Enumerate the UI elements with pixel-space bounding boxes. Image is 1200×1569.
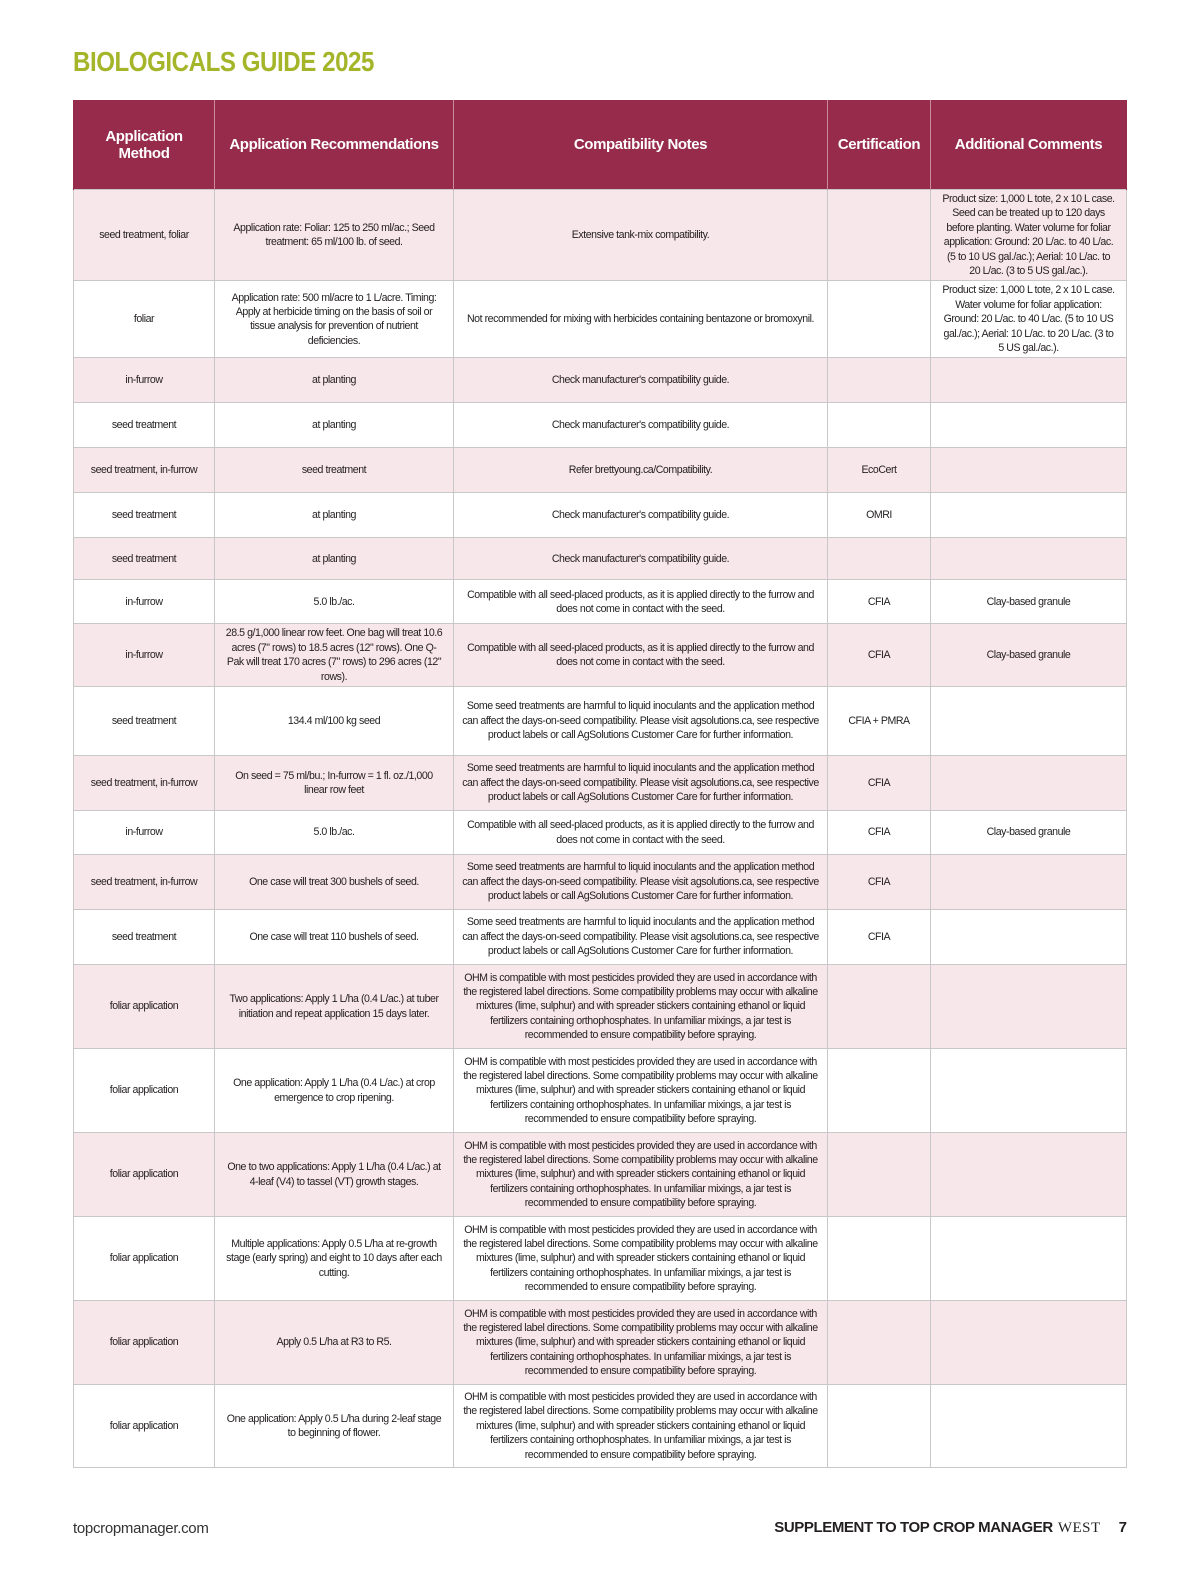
cell-additional-comments xyxy=(931,448,1127,493)
cell-certification xyxy=(828,1049,931,1133)
cell-certification xyxy=(828,538,931,580)
cell-compatibility-notes: OHM is compatible with most pesticides provided they are used in accordance with the registered label directions. Some compatibility problems may occur with alkaline mixtures (lime, sulphur) and with spreader stickers containing ethanol or liquid fertilizers containing orthophosphates. In unfamiliar mixings, a jar test is recommended to ensure compatibility before spraying. xyxy=(454,1049,828,1133)
cell-additional-comments xyxy=(931,1217,1127,1301)
table-row xyxy=(74,855,1127,910)
cell-additional-comments xyxy=(931,1133,1127,1217)
cell-application-recommendation: at planting xyxy=(215,538,454,580)
cell-additional-comments xyxy=(931,965,1127,1049)
cell-application-recommendation: at planting xyxy=(215,358,454,403)
cell-application-recommendation: Multiple applications: Apply 0.5 L/ha at re-growth stage (early spring) and eight to 10 days after each cutting. xyxy=(215,1217,454,1301)
cell-application-method: seed treatment xyxy=(74,538,215,580)
cell-compatibility-notes: Extensive tank-mix compatibility. xyxy=(454,190,828,281)
cell-application-method: in-furrow xyxy=(74,811,215,855)
cell-application-method: in-furrow xyxy=(74,358,215,403)
header-compatibility-notes: Compatibility Notes xyxy=(454,100,828,190)
table-row xyxy=(74,910,1127,965)
cell-additional-comments xyxy=(931,910,1127,965)
table-row xyxy=(74,281,1127,358)
cell-certification xyxy=(828,281,931,358)
cell-application-recommendation: One to two applications: Apply 1 L/ha (0.4 L/ac.) at 4-leaf (V4) to tassel (VT) growth stages. xyxy=(215,1133,454,1217)
cell-application-method: foliar application xyxy=(74,1301,215,1385)
cell-certification xyxy=(828,1385,931,1468)
cell-additional-comments: Clay-based granule xyxy=(931,811,1127,855)
table-row xyxy=(74,1049,1127,1133)
cell-additional-comments: Clay-based granule xyxy=(931,580,1127,624)
cell-certification: CFIA xyxy=(828,855,931,910)
cell-application-recommendation: at planting xyxy=(215,493,454,538)
cell-compatibility-notes: OHM is compatible with most pesticides provided they are used in accordance with the registered label directions. Some compatibility problems may occur with alkaline mixtures (lime, sulphur) and with spreader stickers containing ethanol or liquid fertilizers containing orthophosphates. In unfamiliar mixings, a jar test is recommended to ensure compatibility before spraying. xyxy=(454,1385,828,1468)
cell-additional-comments xyxy=(931,1049,1127,1133)
cell-application-recommendation: One application: Apply 1 L/ha (0.4 L/ac.) at crop emergence to crop ripening. xyxy=(215,1049,454,1133)
cell-compatibility-notes: Some seed treatments are harmful to liquid inoculants and the application method can affect the days-on-seed compatibility. Please visit agsolutions.ca, see respective product labels or call AgSolutions Customer Care for further information. xyxy=(454,910,828,965)
cell-compatibility-notes: Some seed treatments are harmful to liquid inoculants and the application method can affect the days-on-seed compatibility. Please visit agsolutions.ca, see respective product labels or call AgSolutions Customer Care for further information. xyxy=(454,687,828,756)
cell-compatibility-notes: Check manufacturer's compatibility guide. xyxy=(454,403,828,448)
cell-application-method: foliar application xyxy=(74,965,215,1049)
cell-additional-comments xyxy=(931,687,1127,756)
cell-application-method: seed treatment, in-furrow xyxy=(74,855,215,910)
table-row xyxy=(74,580,1127,624)
cell-application-method: seed treatment, in-furrow xyxy=(74,448,215,493)
cell-certification: CFIA xyxy=(828,580,931,624)
cell-compatibility-notes: Check manufacturer's compatibility guide. xyxy=(454,358,828,403)
cell-application-recommendation: Two applications: Apply 1 L/ha (0.4 L/ac.) at tuber initiation and repeat application 15 days later. xyxy=(215,965,454,1049)
table-row xyxy=(74,538,1127,580)
cell-certification: OMRI xyxy=(828,493,931,538)
cell-application-recommendation: 28.5 g/1,000 linear row feet. One bag will treat 10.6 acres (7" rows) to 18.5 acres (12" rows). One Q-Pak will treat 170 acres (7" rows) to 296 acres (12" rows). xyxy=(215,624,454,687)
cell-application-recommendation: at planting xyxy=(215,403,454,448)
footer-supplement-label: SUPPLEMENT TO TOP CROP MANAGER xyxy=(774,1519,1053,1536)
biologicals-table xyxy=(73,100,1127,1468)
table-body xyxy=(74,190,1127,1468)
cell-compatibility-notes: Some seed treatments are harmful to liquid inoculants and the application method can affect the days-on-seed compatibility. Please visit agsolutions.ca, see respective product labels or call AgSolutions Customer Care for further information. xyxy=(454,855,828,910)
cell-compatibility-notes: Not recommended for mixing with herbicides containing bentazone or bromoxynil. xyxy=(454,281,828,358)
table-row xyxy=(74,965,1127,1049)
table-row xyxy=(74,1133,1127,1217)
footer-website: topcropmanager.com xyxy=(73,1520,209,1537)
table-row xyxy=(74,1301,1127,1385)
header-application-recommendations: Application Recommendations xyxy=(215,100,454,190)
cell-application-recommendation: Apply 0.5 L/ha at R3 to R5. xyxy=(215,1301,454,1385)
cell-additional-comments: Product size: 1,000 L tote, 2 x 10 L case. Water volume for foliar application: Ground: 20 L/ac. to 40 L/ac. (5 to 10 US gal./ac.); Aerial: 10 L/ac. to 20 L/ac. (3 to 5 US gal./ac.). xyxy=(931,281,1127,358)
header-additional-comments: Additional Comments xyxy=(931,100,1127,190)
cell-application-method: foliar application xyxy=(74,1133,215,1217)
cell-additional-comments xyxy=(931,493,1127,538)
cell-certification xyxy=(828,965,931,1049)
cell-application-recommendation: One application: Apply 0.5 L/ha during 2-leaf stage to beginning of flower. xyxy=(215,1385,454,1468)
cell-compatibility-notes: Refer brettyoung.ca/Compatibility. xyxy=(454,448,828,493)
cell-additional-comments xyxy=(931,1301,1127,1385)
table-row xyxy=(74,358,1127,403)
cell-additional-comments xyxy=(931,756,1127,811)
cell-compatibility-notes: Compatible with all seed-placed products, as it is applied directly to the furrow and does not come in contact with the seed. xyxy=(454,624,828,687)
cell-certification xyxy=(828,358,931,403)
table-row xyxy=(74,624,1127,687)
cell-application-method: foliar xyxy=(74,281,215,358)
cell-application-recommendation: One case will treat 110 bushels of seed. xyxy=(215,910,454,965)
cell-additional-comments xyxy=(931,855,1127,910)
cell-certification: CFIA xyxy=(828,811,931,855)
cell-compatibility-notes: Compatible with all seed-placed products, as it is applied directly to the furrow and does not come in contact with the seed. xyxy=(454,811,828,855)
cell-certification: CFIA xyxy=(828,910,931,965)
cell-certification xyxy=(828,403,931,448)
cell-application-method: seed treatment xyxy=(74,403,215,448)
cell-additional-comments xyxy=(931,358,1127,403)
cell-application-method: in-furrow xyxy=(74,624,215,687)
cell-application-recommendation: 5.0 lb./ac. xyxy=(215,580,454,624)
cell-certification xyxy=(828,1217,931,1301)
table-row xyxy=(74,687,1127,756)
cell-application-method: seed treatment xyxy=(74,910,215,965)
cell-certification xyxy=(828,1301,931,1385)
table-row xyxy=(74,493,1127,538)
table-row xyxy=(74,1217,1127,1301)
cell-compatibility-notes: Check manufacturer's compatibility guide. xyxy=(454,493,828,538)
cell-application-method: foliar application xyxy=(74,1049,215,1133)
cell-certification xyxy=(828,190,931,281)
cell-application-recommendation: On seed = 75 ml/bu.; In-furrow = 1 fl. oz./1,000 linear row feet xyxy=(215,756,454,811)
cell-additional-comments xyxy=(931,1385,1127,1468)
cell-application-method: in-furrow xyxy=(74,580,215,624)
cell-compatibility-notes: Some seed treatments are harmful to liquid inoculants and the application method can affect the days-on-seed compatibility. Please visit agsolutions.ca, see respective product labels or call AgSolutions Customer Care for further information. xyxy=(454,756,828,811)
cell-application-recommendation: One case will treat 300 bushels of seed. xyxy=(215,855,454,910)
table-row xyxy=(74,190,1127,281)
table-row xyxy=(74,811,1127,855)
cell-application-recommendation: Application rate: 500 ml/acre to 1 L/acre. Timing: Apply at herbicide timing on the basis of soil or tissue analysis for prevention of nutrient deficiencies. xyxy=(215,281,454,358)
cell-compatibility-notes: Check manufacturer's compatibility guide. xyxy=(454,538,828,580)
header-application-method: Application Method xyxy=(74,100,215,190)
cell-application-method: seed treatment, foliar xyxy=(74,190,215,281)
cell-application-recommendation: seed treatment xyxy=(215,448,454,493)
page-number: 7 xyxy=(1118,1519,1127,1536)
cell-certification: CFIA xyxy=(828,624,931,687)
cell-application-recommendation: 5.0 lb./ac. xyxy=(215,811,454,855)
footer-edition: WEST xyxy=(1057,1520,1101,1536)
cell-application-method: seed treatment xyxy=(74,493,215,538)
cell-additional-comments xyxy=(931,538,1127,580)
cell-application-recommendation: 134.4 ml/100 kg seed xyxy=(215,687,454,756)
cell-certification: CFIA + PMRA xyxy=(828,687,931,756)
page-title: BIOLOGICALS GUIDE 2025 xyxy=(73,46,374,77)
cell-additional-comments: Clay-based granule xyxy=(931,624,1127,687)
cell-application-method: seed treatment, in-furrow xyxy=(74,756,215,811)
table-row xyxy=(74,756,1127,811)
table-row xyxy=(74,448,1127,493)
cell-certification: CFIA xyxy=(828,756,931,811)
cell-certification: EcoCert xyxy=(828,448,931,493)
cell-compatibility-notes: Compatible with all seed-placed products, as it is applied directly to the furrow and does not come in contact with the seed. xyxy=(454,580,828,624)
cell-application-recommendation: Application rate: Foliar: 125 to 250 ml/ac.; Seed treatment: 65 ml/100 lb. of seed. xyxy=(215,190,454,281)
cell-compatibility-notes: OHM is compatible with most pesticides provided they are used in accordance with the registered label directions. Some compatibility problems may occur with alkaline mixtures (lime, sulphur) and with spreader stickers containing ethanol or liquid fertilizers containing orthophosphates. In unfamiliar mixings, a jar test is recommended to ensure compatibility before spraying. xyxy=(454,1133,828,1217)
cell-additional-comments xyxy=(931,403,1127,448)
table-row xyxy=(74,403,1127,448)
header-certification: Certification xyxy=(828,100,931,190)
table-header-row xyxy=(74,100,1127,190)
cell-compatibility-notes: OHM is compatible with most pesticides provided they are used in accordance with the registered label directions. Some compatibility problems may occur with alkaline mixtures (lime, sulphur) and with spreader stickers containing ethanol or liquid fertilizers containing orthophosphates. In unfamiliar mixings, a jar test is recommended to ensure compatibility before spraying. xyxy=(454,965,828,1049)
footer-supplement xyxy=(774,1519,1127,1537)
cell-compatibility-notes: OHM is compatible with most pesticides provided they are used in accordance with the registered label directions. Some compatibility problems may occur with alkaline mixtures (lime, sulphur) and with spreader stickers containing ethanol or liquid fertilizers containing orthophosphates. In unfamiliar mixings, a jar test is recommended to ensure compatibility before spraying. xyxy=(454,1217,828,1301)
cell-certification xyxy=(828,1133,931,1217)
cell-compatibility-notes: OHM is compatible with most pesticides provided they are used in accordance with the registered label directions. Some compatibility problems may occur with alkaline mixtures (lime, sulphur) and with spreader stickers containing ethanol or liquid fertilizers containing orthophosphates. In unfamiliar mixings, a jar test is recommended to ensure compatibility before spraying. xyxy=(454,1301,828,1385)
cell-application-method: foliar application xyxy=(74,1385,215,1468)
table-row xyxy=(74,1385,1127,1468)
cell-additional-comments: Product size: 1,000 L tote, 2 x 10 L case. Seed can be treated up to 120 days before planting. Water volume for foliar application: Ground: 20 L/ac. to 40 L/ac. (5 to 10 US gal./ac.); Aerial: 10 L/ac. to 20 L/ac. (3 to 5 US gal./ac.). xyxy=(931,190,1127,281)
cell-application-method: seed treatment xyxy=(74,687,215,756)
cell-application-method: foliar application xyxy=(74,1217,215,1301)
